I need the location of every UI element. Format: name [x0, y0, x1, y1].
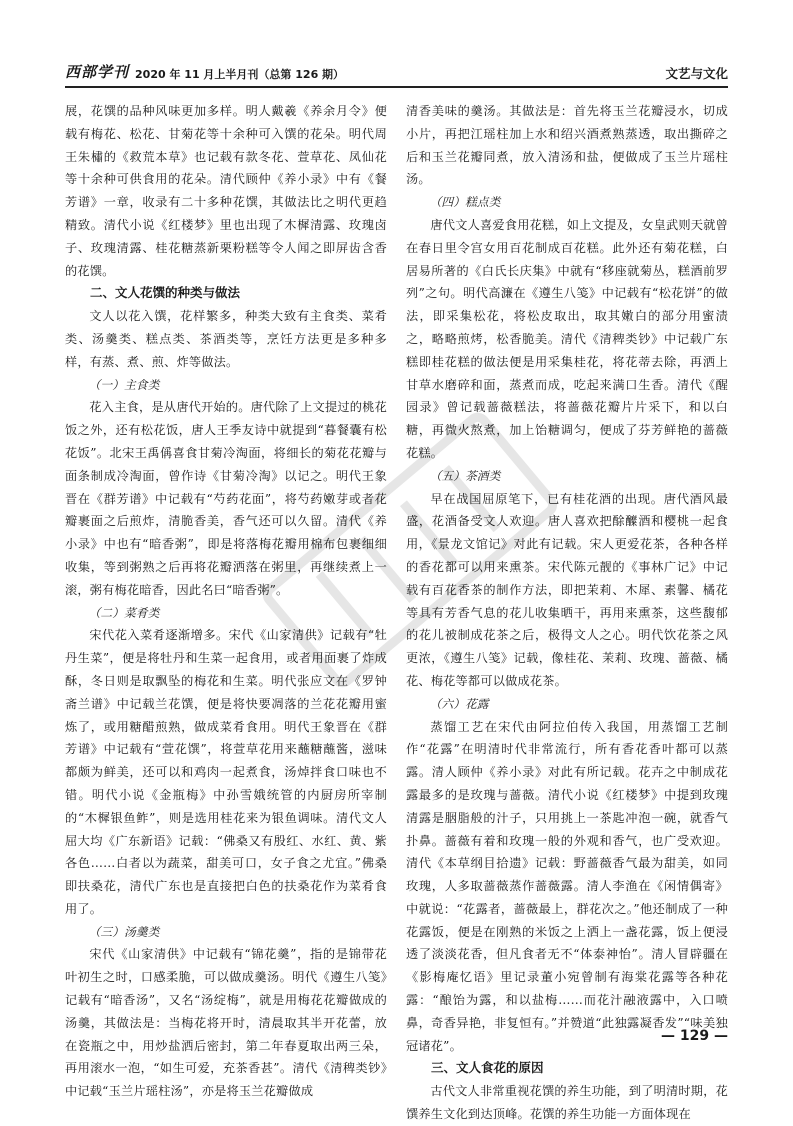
- subsection-heading: （一）主食类: [88, 377, 160, 392]
- paragraph: 宋代花入菜肴逐渐增多。宋代《山家清供》记载有“牡丹生菜”，便是将牡丹和生菜一起食用，或者用面裹了炸成酥，冬日则是取飘坠的梅花和生菜。明代张应文在《罗钟斋兰谱》中记载兰花馔，便是将快要凋落的兰花花瓣用蜜炼了，或用糖醋煎熟，做成菜肴食用。明代王象晋在《群芳谱》中记载有“萱花馔”，将萱草花用来蘸糖蘸酱，滋味都颇为鲜美，还可以和鸡肉一起煮食，汤焯拌食口味也不错。明代小说《金瓶梅》中孙雪娥统管的内厨房所宰制的“木樨银鱼鲊”，则是选用桂花来为银鱼调味。清代文人屈大均《广东新语》记载：“佛桑又有殷红、水红、黄、紫各色……白者以为蔬菜，甜美可口，女子食之尤宜。”佛桑即扶桑花，清代广东也是直接把白色的扶桑花作为菜肴食用了。: [65, 628, 387, 916]
- paragraph: 蒸馏工艺在宋代由阿拉伯传入我国，用蒸馏工艺制作“花露”在明清时代非常流行，所有香花香叶都可以蒸露。清人顾仲《养小录》对此有所记载。花卉之中制成花露最多的是玫瑰与蔷薇。清代小说《红楼梦》中提到玫瑰清露是胭脂般的汁子，只用挑上一茶匙冲泡一碗，就香气扑鼻。蔷薇有着和玫瑰一般的外观和香气，也广受欢迎。清代《本草纲目拾遗》记载：野蔷薇香气最为甜美，如同玫瑰，人多取蔷薇蒸作蔷薇露。清人李渔在《闲情偶寄》中就说：“花露者，蔷薇最上，群花次之。”他还制成了一种花露饭，便是在刚熟的米饭之上洒上一盏花露，饭上便浸透了淡淡花香，但凡食者无不“体泰神怡”。清人冒辟疆在《影梅庵忆语》里记录董小宛曾制有海棠花露等各种花露：“酿饴为露，和以盐梅……而花汁融液露中，入口喷鼻，奇香异艳，非复恒有。”并赞道“此独露凝香发”“味美独冠诸花”。: [406, 719, 728, 1053]
- page-header: [65, 58, 728, 88]
- left-column: [65, 100, 387, 1099]
- paragraph: 早在战国屈原笔下，已有桂花酒的出现。唐代酒风最盛，花酒备受文人欢迎。唐人喜欢把酴醾酒和樱桃一起食用，《景龙文馆记》对此有记载。宋人更爱花茶，各种各样的香花都可以用来熏茶。宋代陈元靓的《事林广记》中记载有百花香茶的制作方法，即把茉莉、木犀、素馨、橘花等具有芳香气息的花儿收集晒干，再用来熏茶，这些馥郁的花儿被制成花茶之后，极得文人之心。明代饮花茶之风更浓，《遵生八笺》记载，像桂花、茉莉、玫瑰、蔷薇、橘花、梅花等都可以做成花茶。: [406, 491, 728, 688]
- page-number: — 129 —: [661, 1028, 728, 1044]
- section-heading: 三、文人食花的原因: [431, 1060, 544, 1076]
- subsection-heading: （五）茶酒类: [429, 468, 501, 483]
- issue-info: 2020 年 11 月上半月刊（总第 126 期）: [135, 68, 345, 81]
- paragraph: 古代文人非常重视花馔的养生功能，到了明清时期，花馔养生文化到达顶峰。花馔的养生功能一方面体现在: [406, 1084, 728, 1122]
- section-heading: 二、文人花馔的种类与做法: [90, 285, 241, 301]
- subsection-heading: （六）花露: [429, 696, 489, 711]
- paragraph: 清香美味的羹汤。其做法是：首先将玉兰花瓣浸水，切成小片，再把江瑶柱加上水和绍兴酒煮熟蒸透，取出撕碎之后和玉兰花瓣同煮，放入清汤和盐，便做成了玉兰片瑶柱汤。: [406, 104, 728, 187]
- paragraph: 花入主食，是从唐代开始的。唐代除了上文提过的桃花饭之外，还有松花饭，唐人王季友诗中就提到“暮餐囊有松花饭”。北宋王禹偁喜食甘菊冷淘面，将细长的菊花花瓣与面条制成冷淘面，曾作诗《甘菊冷淘》以记之。明代王象晋在《群芳谱》中记载有“芍药花面”，将芍药嫩芽或者花瓣裹面之后煎炸，清脆香美，香气还可以久留。清代《养小录》中也有“暗香粥”，即是将落梅花瓣用棉布包裹细细收集，等到粥熟之后再将花瓣洒落在粥里，再继续煮上一滚，粥有梅花暗香，因此名曰“暗香粥”。: [65, 400, 387, 597]
- subsection-heading: （三）汤羹类: [88, 924, 160, 939]
- paragraph: 文人以花入馔，花样繁多，种类大致有主食类、菜肴类、汤羹类、糕点类、茶酒类等，烹饪方法更是多种多样，有蒸、煮、煎、炸等做法。: [65, 309, 387, 369]
- journal-logo: 西部学刊: [65, 63, 130, 81]
- paragraph: 展，花馔的品种风味更加多样。明人戴羲《养余月令》便载有梅花、松花、甘菊花等十余种可入馔的花朵。明代周王朱橚的《救荒本草》也记载有款冬花、萱草花、凤仙花等十余种可供食用的花朵。清代顾仲《养小录》中有《餐芳谱》一章，收录有二十多种花馔，其做法比之明代更趋精致。清代小说《红楼梦》里也出现了木樨清露、玫瑰卤子、玫瑰清露、桂花糖蒸新栗粉糕等令人闻之即屏齿含香的花馔。: [65, 104, 387, 278]
- section-title: 文艺与文化: [665, 66, 728, 81]
- header-left: [65, 61, 344, 86]
- subsection-heading: （二）菜肴类: [88, 605, 160, 620]
- paragraph: 宋代《山家清供》中记载有“锦花羹”，指的是锦带花叶初生之时，口感柔脆，可以做成羹汤。明代《遵生八笺》记载有“暗香汤”，又名“汤绽梅”，就是用梅花花瓣做成的汤羹，其做法是：当梅花将开时，清晨取其半开花蕾，放在瓷瓶之中，用炒盐洒后密封，第二年春夏取出两三朵，再用滚水一泡，“如生可爱，充茶香甚”。清代《清稗类钞》中记载“玉兰片瑶柱汤”，亦是将玉兰花瓣做成: [65, 947, 387, 1099]
- paragraph: 唐代文人喜爱食用花糕，如上文提及，女皇武则天就曾在春日里令宫女用百花制成百花糕。此外还有菊花糕，白居易所著的《白氏长庆集》中就有“移座就菊丛，糕酒前罗列”之句。明代高濂在《遵生八笺》中记载有“松花饼”的做法，即采集松花，将松皮取出，取其嫩白的部分用蜜渍之，略略煎烤，松香脆美。清代《清稗类钞》中记载广东糕即桂花糕的做法便是用采集桂花，将花蒂去除，再洒上甘草水磨碎和面，蒸煮而成，吃起来满口生香。清代《醒园录》曾记载蔷薇糕法，将蔷薇花瓣片片采下，和以白糖，再微火熬煮，加上饴糖调匀，便成了芬芳鲜艳的蔷薇花糕。: [406, 217, 728, 460]
- subsection-heading: （四）糕点类: [429, 195, 501, 210]
